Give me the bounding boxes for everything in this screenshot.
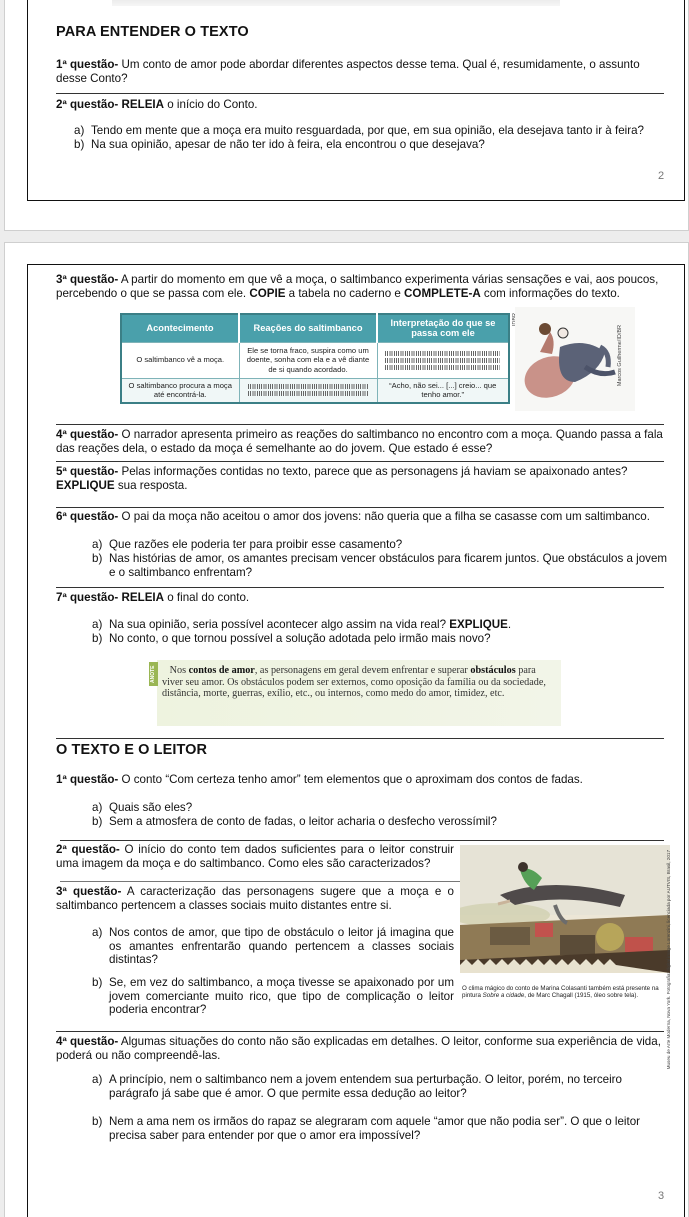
note-box [150,660,561,726]
item-text: Nas histórias de amor, os amantes precisam vencer obstáculos para ficarem juntos. Que obstáculos a jovem e o saltimbanco enfrentam? [109,552,668,579]
question-2 [56,98,257,112]
item-letter: b) [92,976,103,989]
reader-question-2 [56,843,454,870]
answer-line [60,881,460,882]
page-number: 2 [658,170,665,182]
question-text: Um conto de amor pode abordar diferentes aspectos desse tema. Qual é, resumidamente, o assunto desse Conto? [56,58,640,85]
question-text: O narrador apresenta primeiro as reações do saltimbanco no encontro com a moça. Quando passa a fala das reações dela, o estado da moça é semelhante ao do jovem. Que estado é esse? [56,428,663,455]
question-text: O pai da moça não aceitou o amor dos jovens: não queria que a filha se casasse com um saltimbanco. [118,510,650,523]
question-label: 7ª questão- [56,591,119,604]
question-7 [56,591,249,605]
section-divider [56,738,664,739]
page-top-shade [112,0,560,6]
question-text: Pelas informações contidas no texto, parece que as personagens já haviam se apaixonado antes? [118,465,628,478]
item-letter: b) [92,632,103,645]
question-text: o final do conto. [164,591,250,604]
question-text: A caracterização das personagens sugere que a moça e o saltimbanco pertencem a classes sociais muito distantes entre si. [56,885,454,912]
answer-line [56,507,664,508]
reader-question-4 [56,1035,668,1062]
question-text: O conto “Com certeza tenho amor” tem elementos que o aproximam dos contos de fadas. [118,773,583,786]
item-emphasis: EXPLIQUE [449,618,508,631]
question-label: 1ª questão- [56,773,119,786]
item-letter: b) [92,1115,103,1128]
item-text: Sem a atmosfera de conto de fadas, o leitor acharia o desfecho verossímil? [109,815,497,828]
item-text: Quais são eles? [109,801,193,814]
page-number: 3 [658,1190,665,1202]
item-letter: a) [92,801,103,814]
table-cell-blank [377,342,509,378]
item-text: Nos contos de amor, que tipo de obstáculo o leitor já imagina que os amantes enfrentarão quando pertencem a classes sociais distintas? [109,926,454,966]
question-text: A partir do momento em que vê a moça, o saltimbanco experimenta várias sensações e vai, aos poucos, percebendo o que se passa com ele. [56,273,659,300]
item-letter: a) [92,618,103,631]
answer-line [60,840,664,841]
table-cell: O saltimbanco procura a moça até encontrá-la. [121,378,239,403]
column-header: Reações do saltimbanco [239,314,377,342]
illustration-credit: Marcos Guilherme/ID/BR [617,325,623,387]
item-letter: b) [92,552,103,565]
column-header: Acontecimento [121,314,239,342]
painting-credit: Museu de Arte Moderna, Nova York. Fotografia: digital image Lorenzini, licenciada por AUTVIS, Brasil, 2017 [666,850,671,1070]
question-label: 4ª questão- [56,428,119,441]
question-label: 3ª questão- [56,885,122,898]
events-table [120,313,510,404]
question-emphasis: RELEIA [118,98,165,111]
painting-caption: O clima mágico do conto de Marina Colasanti também está presente na pintura Sobre a cidade, de Marc Chagall (1915, óleo sobre tela). [462,985,659,1000]
question-emphasis: COPIE [249,286,286,300]
question-text: a tabela no caderno e [285,286,405,300]
item-text: . [507,618,512,631]
table-cell: Ele se torna fraco, suspira como um doente, sonha com ela e a vê diante de si quando acordado. [239,342,377,378]
reader-question-3 [56,885,454,912]
answer-line [56,424,664,425]
list-item [92,976,454,1018]
question-4 [56,428,668,455]
section-title: O TEXTO E O LEITOR [56,742,208,758]
item-letter: a) [92,926,103,939]
question-label: 6ª questão- [56,510,119,523]
section-title: PARA ENTENDER O TEXTO [56,24,249,40]
answer-line [56,1031,664,1032]
answer-line [56,461,664,462]
question-5 [56,465,668,492]
chagall-painting [460,845,670,973]
question-text: o início do Conto. [164,98,258,111]
answer-line [56,93,664,94]
answer-line [56,587,664,588]
list-item [92,926,454,968]
item-letter: a) [74,124,85,137]
item-letter: a) [92,538,103,551]
painting-over-the-town-icon [460,845,670,973]
table-cell: “Acho, não sei... [...] creio... que tenho amor.” [377,378,509,403]
question-text: com informações do texto. [480,286,620,300]
question-label: 2ª questão- [56,843,120,856]
note-text: Nos contos de amor, as personagens em geral devem enfrentar e superar obstáculos para viver seu amor. Os obstáculos podem ser externos, como oposição da família ou da sociedade, distância, morte, guerras, exílio, etc., ou internos, como medo do amor, timidez, etc. [162,665,546,700]
question-label: 4ª questão- [56,1035,119,1048]
table-row [121,378,509,403]
item-text: No conto, o que tornou possível a solução adotada pelo irmão mais novo? [109,632,491,645]
item-text: Que razões ele poderia ter para proibir esse casamento? [109,538,403,551]
question-label: 1ª questão- [56,58,119,71]
question-text: O início do conto tem dados suficientes para o leitor construir uma imagem da moça e do saltimbanco. Como eles são caracterizados? [56,843,454,870]
note-tag: ANOTE [149,662,158,686]
reader-question-1 [56,773,676,787]
item-text: Tendo em mente que a moça era muito resguardada, por que, em sua opinião, ela desejava tanto ir à feira? [91,124,644,137]
item-text: Se, em vez do saltimbanco, a moça tivesse se apaixonado por um jovem comerciante muito rico, que tipo de complicação o leitor poderia encontrar? [109,976,454,1016]
question-label: 2ª questão- [56,98,119,111]
table-row [121,342,509,378]
table-cell: O saltimbanco vê a moça. [121,342,239,378]
question-emphasis: RELEIA [118,591,165,604]
question-text: Algumas situações do conto não são explicadas em detalhes. O leitor, conforme sua experiência de vida, poderá ou não compreendê-las. [56,1035,661,1062]
question-1 [56,58,664,85]
item-letter: b) [92,815,103,828]
table-cell-blank [239,378,377,403]
question-3 [56,273,668,300]
item-letter: a) [92,1073,103,1086]
item-text: Na sua opinião, apesar de não ter ido à feira, ela encontrou o que desejava? [91,138,485,151]
question-6 [56,510,686,524]
question-emphasis: COMPLETE-A [404,286,481,300]
table-header-row [121,314,509,342]
question-emphasis: EXPLIQUE [56,478,115,492]
column-header: Interpretação do que se passa com ele [377,314,509,342]
item-text: Na sua opinião, seria possível acontecer algo assim na vida real? [109,618,450,631]
question-text: sua resposta. [114,478,188,492]
item-text: A princípio, nem o saltimbanco nem a jovem entendem sua perturbação. O leitor, porém, no terceiro parágrafo já sabe que é amor. O que permite essa dedução ao leitor? [109,1073,622,1100]
question-label: 3ª questão- [56,273,119,286]
item-text: Nem a ama nem os irmãos do rapaz se alegraram com aquele “amor que não podia ser”. O que o leitor precisa saber para entender por que o amor era impossível? [109,1115,640,1142]
question-label: 5ª questão- [56,465,119,478]
item-letter: b) [74,138,85,151]
